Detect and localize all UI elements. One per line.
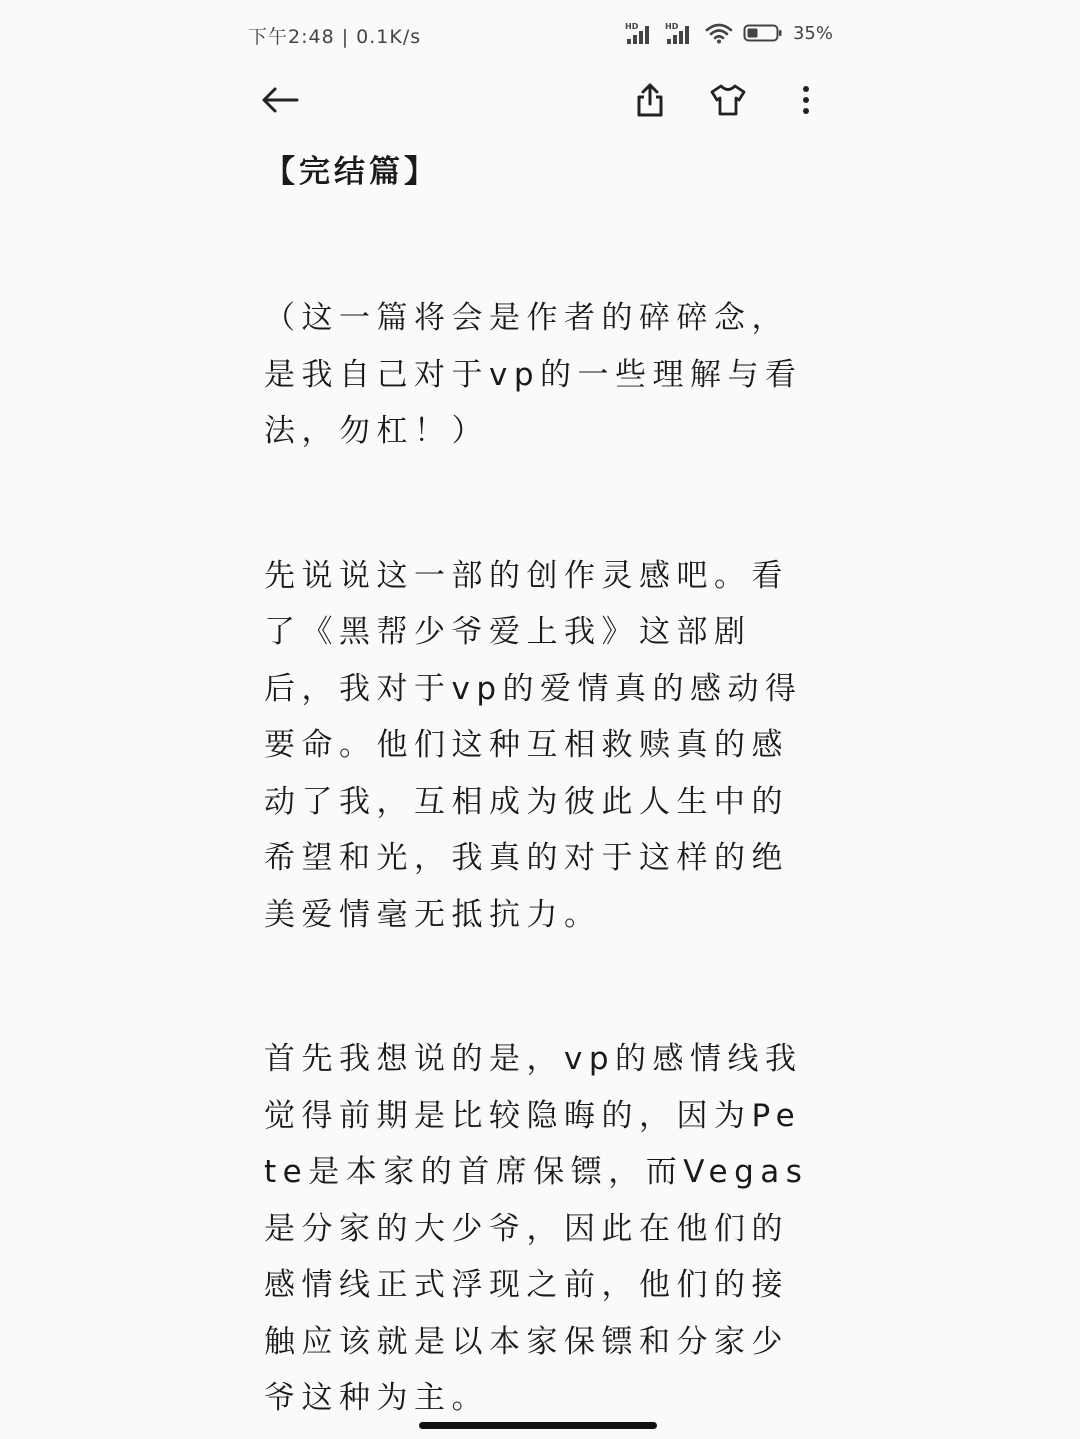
wifi-icon <box>705 22 733 44</box>
back-arrow-icon <box>260 85 300 119</box>
battery-percent: 35% <box>792 22 833 44</box>
share-icon <box>634 82 666 122</box>
more-button[interactable] <box>780 76 832 128</box>
status-icons <box>625 20 833 46</box>
note-paragraph: 首先我想说的是，vp的感情线我觉得前期是比较隐晦的，因为Pete是本家的首席保镖，而Vegas是分家的大少爷，因此在他们的感情线正式浮现之前，他们的接触应该就是以本家保镖和分家少爷这种为主。 <box>264 1041 809 1416</box>
status-bar <box>248 16 833 52</box>
home-indicator[interactable] <box>419 1422 657 1429</box>
shirt-icon <box>709 83 747 121</box>
signal-icon <box>625 21 655 45</box>
theme-button[interactable] <box>702 76 754 128</box>
more-vertical-icon <box>801 85 811 119</box>
signal-hd-label: HD <box>664 22 679 31</box>
note-paragraph: （这一篇将会是作者的碎碎念，是我自己对于vp的一些理解与看法，勿杠！） <box>264 300 803 449</box>
note-paragraph: 先说说这一部的创作灵感吧。看了《黑帮少爷爱上我》这部剧后，我对于vp的爱情真的感动得要命。他们这种互相救赎真的感动了我，互相成为彼此人生中的希望和光，我真的对于这样的绝美爱情毫无抵抗力。 <box>264 557 803 933</box>
note-content <box>264 150 816 1427</box>
signal-icon <box>665 21 695 45</box>
share-button[interactable] <box>624 76 676 128</box>
battery-icon <box>743 23 783 43</box>
top-toolbar <box>252 76 832 128</box>
signal-hd-label: HD <box>624 22 639 31</box>
note-title: 【完结篇】 <box>264 154 439 190</box>
status-time: 下午2:48 | 0.1K/s <box>248 26 422 48</box>
back-button[interactable] <box>254 76 306 128</box>
